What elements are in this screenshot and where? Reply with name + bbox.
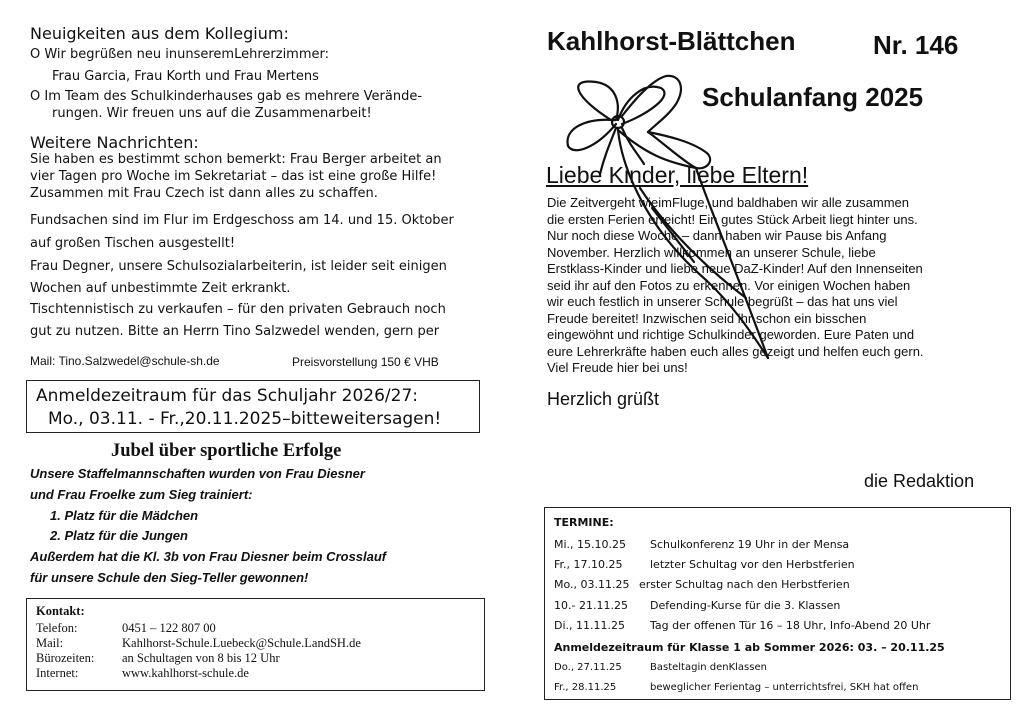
contact-mail: Mail: Tino.Salzwedel@schule-sh.de (30, 354, 220, 368)
termine-date: Fr., 28.11.25 (554, 682, 617, 693)
contact-value[interactable]: Kahlhorst-Schule.Luebeck@Schule.LandSH.de (122, 636, 361, 650)
registration-line: Anmeldezeitraum für das Schuljahr 2026/27: (36, 386, 419, 406)
registration-line: Mo., 03.11. - Fr.,20.11.2025–bitteweitersagen! (48, 409, 442, 429)
letter-line: Die Zeitvergeht wieimFluge, und baldhaben wir alle zusammen (547, 195, 910, 210)
letter-line: eingewöhnt und richtige Schulkinder geworden. Eure Paten und (547, 327, 915, 342)
contact-row (36, 651, 361, 666)
more-news-line: auf großen Tischen ausgestellt! (30, 236, 236, 251)
contact-value: 0451 – 122 807 00 (122, 621, 216, 635)
contact-table (36, 621, 361, 681)
news-line: O Im Team des Schulkinderhauses gab es mehrere Verände- (30, 89, 423, 104)
contact-label: Mail: (36, 636, 64, 650)
letter-greeting: Liebe Kinder, liebe Eltern! (546, 162, 809, 188)
sports-line: und Frau Froelke zum Sieg trainiert: (30, 487, 253, 502)
letter-line: die ersten Ferien erreicht! Ein gutes Stück Arbeit liegt hinter uns. (547, 211, 918, 227)
letter-signature: die Redaktion (864, 471, 975, 491)
letter-body (547, 195, 1012, 377)
contact-row (36, 666, 361, 681)
price-text: Preisvorstellung 150 € VHB (292, 355, 439, 369)
sports-line: Außerdem hat die Kl. 3b von Frau Diesner beim Crosslauf (30, 549, 387, 564)
termine-date: Di., 11.11.25 (554, 619, 626, 632)
termine-date: Mo., 03.11.25 (554, 578, 630, 591)
contact-value: an Schultagen von 8 bis 12 Uhr (122, 651, 280, 665)
termine-date: Fr., 17.10.25 (554, 558, 623, 571)
contact-label: Internet: (36, 666, 79, 680)
letter-line: eure Lehrerkräfte haben euch alles gezeigt und helfen euch gern. (547, 343, 924, 359)
more-news-line: gut zu nutzen. Bitte an Herrn Tino Salzwedel wenden, gern per (30, 324, 440, 339)
sports-line: 1. Platz für die Mädchen (50, 508, 199, 523)
sports-line: für unsere Schule den Sieg-Teller gewonnen! (30, 570, 309, 585)
more-news-line: vier Tagen pro Woche im Sekretariat – das ist eine große Hilfe! (30, 169, 437, 184)
termine-date: Do., 27.11.25 (554, 662, 622, 673)
termine-text: Defending-Kurse für die 3. Klassen (650, 599, 841, 612)
termine-text: beweglicher Ferientag – unterrichtsfrei, SKH hat offen (650, 682, 919, 693)
more-news-line: Zusammen mit Frau Czech ist dann alles zu schaffen. (30, 186, 378, 201)
sports-line: Unsere Staffelmannschaften wurden von Frau Diesner (30, 466, 365, 481)
termine-text: Schulkonferenz 19 Uhr in der Mensa (650, 538, 850, 551)
contact-box (26, 598, 485, 691)
termine-text: letzter Schultag vor den Herbstferien (650, 558, 855, 571)
news-line: O Wir begrüßen neu inunseremLehrerzimmer: (30, 47, 330, 62)
more-news-line: Fundsachen sind im Flur im Erdgeschoss am 14. und 15. Oktober (30, 213, 454, 228)
termine-highlight: Anmeldezeitraum für Klasse 1 ab Sommer 2026: 03. – 20.11.25 (554, 641, 945, 654)
termine-date: Mi., 15.10.25 (554, 538, 627, 551)
contact-label: Telefon: (36, 621, 78, 635)
masthead-issue: Nr. 146 (873, 30, 959, 60)
more-news-line: Wochen auf unbestimmte Zeit erkrankt. (30, 281, 291, 296)
letter-line: seid ihr auf den Fotos zu erkennen. Vor einigen Wochen haben (547, 277, 911, 293)
masthead-title: Kahlhorst-Blättchen (547, 26, 796, 56)
letter-line: Nur noch diese Woche – dann haben wir Pause bis Anfang (547, 228, 887, 243)
contact-value[interactable]: www.kahlhorst-schule.de (122, 666, 249, 680)
contact-label: Bürozeiten: (36, 651, 95, 665)
more-news-line: Tischtennistisch zu verkaufen – für den privaten Gebrauch noch (30, 302, 446, 317)
letter-line: wir euch festlich in unserer Schule begrüßt – das hat uns viel (547, 294, 898, 309)
news-line: rungen. Wir freuen uns auf die Zusammenarbeit! (52, 106, 372, 121)
sports-line: 2. Platz für die Jungen (50, 528, 188, 543)
termine-heading: TERMINE: (554, 516, 614, 529)
sports-heading: Jubel über sportliche Erfolge (111, 441, 342, 461)
more-news-line: Sie haben es bestimmt schon bemerkt: Frau Berger arbeitet an (30, 152, 442, 167)
termine-text: erster Schultag nach den Herbstferien (639, 578, 850, 591)
letter-line: November. Herzlich willkommen an unserer Schule, liebe (547, 244, 876, 260)
letter-line: Viel Freude hier bei uns! (547, 360, 688, 375)
termine-box (544, 507, 1011, 700)
news-heading: Neuigkeiten aus dem Kollegium: (30, 24, 289, 43)
masthead-subtitle: Schulanfang 2025 (702, 82, 924, 112)
more-news-heading: Weitere Nachrichten: (30, 133, 199, 152)
registration-box (26, 380, 480, 433)
news-line: Frau Garcia, Frau Korth und Frau Mertens (52, 69, 319, 84)
termine-text: Basteltagin denKlassen (650, 662, 767, 673)
contact-heading: Kontakt: (36, 604, 85, 618)
termine-date: 10.- 21.11.25 (554, 599, 628, 612)
contact-row (36, 621, 361, 636)
letter-line: Freude bereitet! Inzwischen seid ihr schon ein bisschen (547, 310, 867, 326)
more-news-line: Frau Degner, unsere Schulsozialarbeiterin, ist leider seit einigen (30, 259, 447, 274)
letter-line: Erstklass-Kinder und liebe neue DaZ-Kinder! Auf den Innenseiten (547, 261, 923, 276)
letter-closing: Herzlich grüßt (547, 389, 660, 409)
termine-text: Tag der offenen Tür 16 – 18 Uhr, Info-Abend 20 Uhr (650, 619, 931, 632)
contact-row (36, 636, 361, 651)
